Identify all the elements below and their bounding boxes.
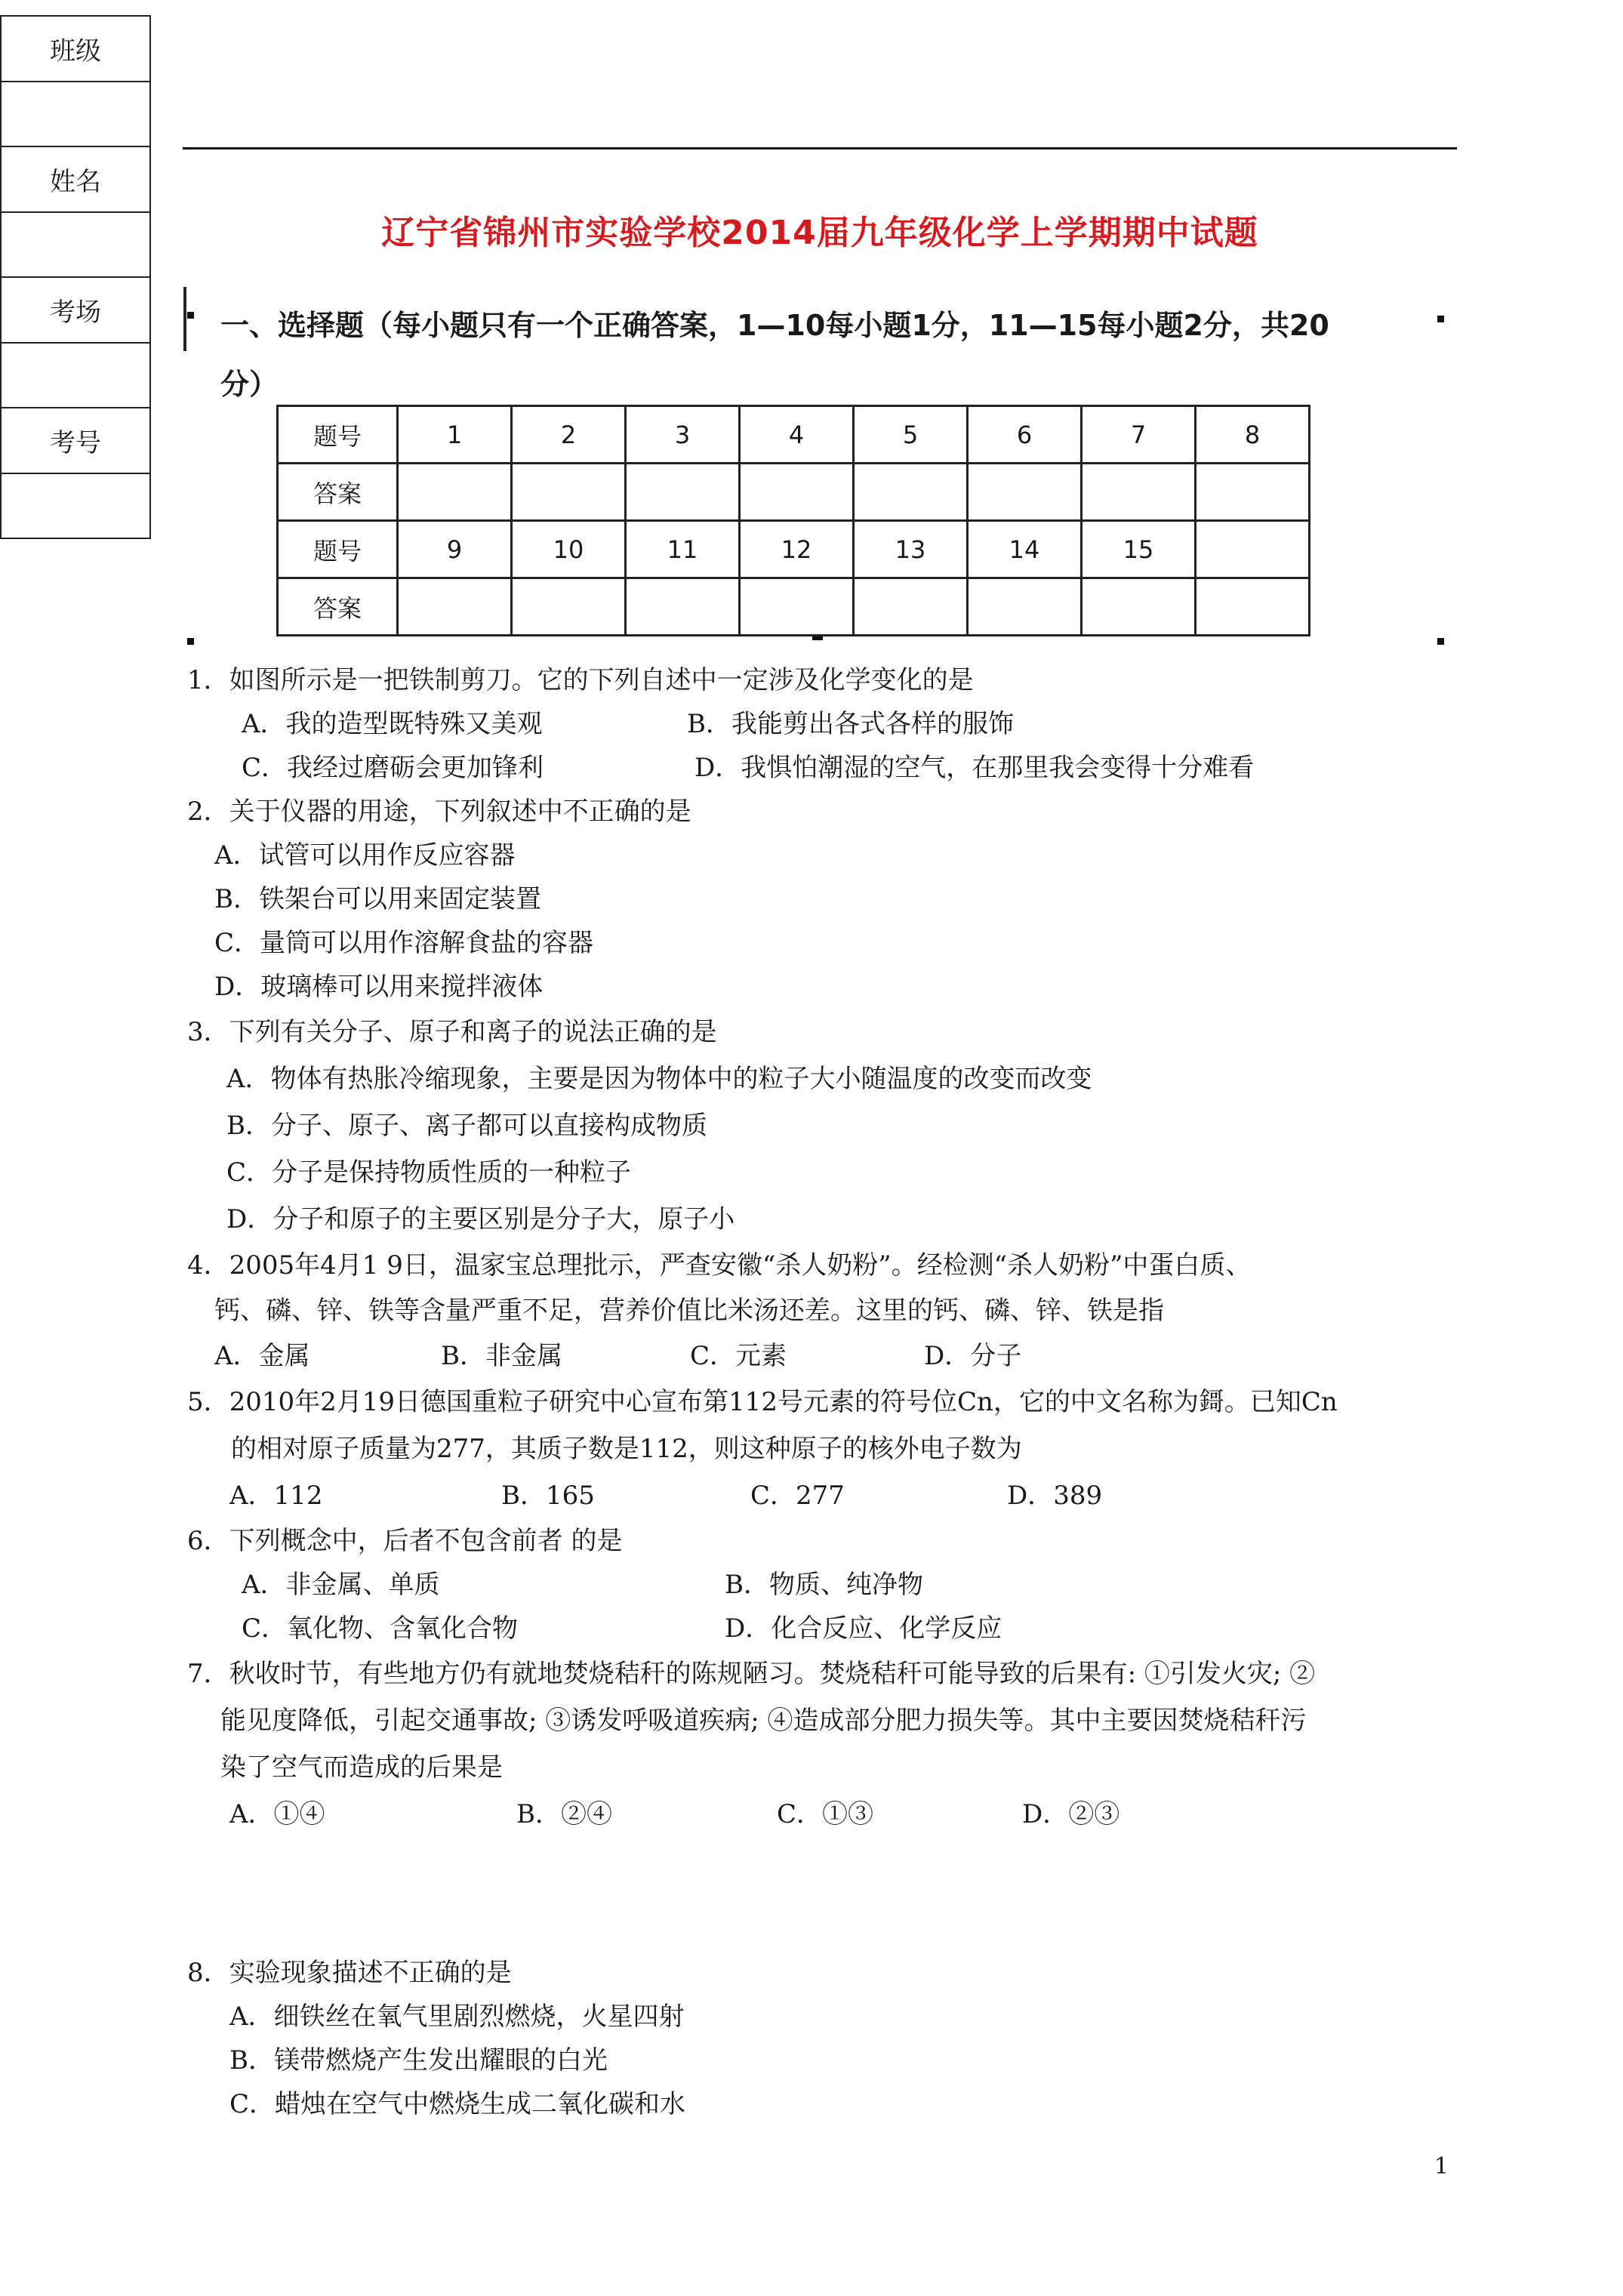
answer-cell[interactable] (740, 464, 854, 521)
corner-mark (187, 638, 194, 645)
option-b: B．铁架台可以用来固定装置 (214, 884, 541, 914)
option-d: D．化合反应、化学反应 (725, 1613, 1002, 1644)
student-info-box (0, 15, 151, 539)
question-stem: 3．下列有关分子、原子和离子的说法正确的是 (187, 1017, 717, 1047)
question-4 (187, 1243, 1471, 1379)
option-a: A．非金属、单质 (242, 1570, 440, 1600)
page-number: 1 (1434, 2153, 1449, 2180)
corner-mark (1437, 316, 1444, 322)
option-c: C．我经过磨砺会更加锋利 (242, 753, 544, 783)
option-b: B．镁带燃烧产生发出耀眼的白光 (229, 2045, 608, 2076)
question-stem: 2．关于仪器的用途，下列叙述中不正确的是 (187, 797, 691, 827)
question-stem-cont: 能见度降低，引起交通事故; ③诱发呼吸道疾病; ④造成部分肥力损失等。其中主要因焚烧秸秆污 (220, 1706, 1307, 1736)
question-number: 11 (626, 521, 740, 578)
option-b: B．我能剪出各式各样的服饰 (687, 709, 1014, 739)
option-a: A．112 (229, 1481, 323, 1511)
questions (187, 658, 1471, 2126)
option-c: C．蜡烛在空气中燃烧生成二氧化碳和水 (229, 2089, 686, 2119)
header-rule (183, 147, 1457, 149)
question-stem-cont: 染了空气而造成的后果是 (220, 1752, 503, 1783)
section-bar (183, 287, 186, 351)
option-b: B．非金属 (441, 1341, 562, 1371)
option-c: C．277 (750, 1481, 845, 1511)
option-c: C．①③ (777, 1799, 874, 1829)
option-b: B．分子、原子、离子都可以直接构成物质 (226, 1111, 707, 1141)
option-a: A．物体有热胀冷缩现象，主要是因为物体中的粒子大小随温度的改变而改变 (226, 1064, 1092, 1094)
question-number: 7 (1082, 406, 1196, 464)
question-number: 3 (626, 406, 740, 464)
option-c: C．氧化物、含氧化合物 (242, 1613, 519, 1644)
question-5 (187, 1379, 1471, 1519)
option-a: A．金属 (214, 1341, 310, 1371)
answer-cell[interactable] (1082, 578, 1196, 636)
question-number-label: 题号 (278, 521, 398, 578)
question-number: 12 (740, 521, 854, 578)
center-mark (812, 636, 823, 640)
answer-cell[interactable] (1082, 464, 1196, 521)
answer-cell[interactable] (854, 464, 968, 521)
question-number: 6 (968, 406, 1082, 464)
corner-mark (187, 312, 194, 319)
option-a: A．试管可以用作反应容器 (214, 840, 516, 871)
answer-cell[interactable] (398, 578, 512, 636)
option-d: D．分子和原子的主要区别是分子大，原子小 (226, 1204, 735, 1234)
option-b: B．物质、纯净物 (725, 1570, 923, 1600)
answer-cell[interactable] (968, 578, 1082, 636)
room-field[interactable] (1, 343, 150, 408)
option-d: D．分子 (924, 1341, 1022, 1371)
option-d: D．389 (1007, 1481, 1103, 1511)
option-a: A．我的造型既特殊又美观 (242, 709, 543, 739)
option-d: D．②③ (1022, 1799, 1120, 1829)
name-label: 姓名 (1, 146, 150, 212)
answer-cell[interactable] (626, 578, 740, 636)
answer-cell[interactable] (512, 464, 626, 521)
answer-cell[interactable] (626, 464, 740, 521)
answer-cell[interactable] (740, 578, 854, 636)
option-c: C．分子是保持物质性质的一种粒子 (226, 1157, 632, 1188)
question-number: 15 (1082, 521, 1196, 578)
name-field[interactable] (1, 212, 150, 277)
section-heading-line2: 分） (220, 368, 279, 401)
question-number: 4 (740, 406, 854, 464)
answer-cell[interactable] (512, 578, 626, 636)
question-number: 5 (854, 406, 968, 464)
question-1 (187, 658, 1471, 790)
question-number: 14 (968, 521, 1082, 578)
answer-cell[interactable] (1196, 464, 1310, 521)
question-stem: 5．2010年2月19日德国重粒子研究中心宣布第112号元素的符号位Cn，它的中文名称为鎶。已知Cn (187, 1387, 1338, 1417)
option-a: A．细铁丝在氧气里剧烈燃烧，火星四射 (229, 2002, 685, 2032)
number-label: 考号 (1, 408, 150, 473)
option-b: B．②④ (516, 1799, 612, 1829)
question-number: 2 (512, 406, 626, 464)
answer-label: 答案 (278, 578, 398, 636)
question-number-label: 题号 (278, 406, 398, 464)
question-number: 13 (854, 521, 968, 578)
page-title: 辽宁省锦州市实验学校2014届九年级化学上学期期中试题 (381, 214, 1258, 252)
section-heading (220, 296, 1406, 414)
question-number: 9 (398, 521, 512, 578)
question-stem: 6．下列概念中，后者不包含前者 的是 (187, 1526, 623, 1556)
room-label: 考场 (1, 277, 150, 343)
answer-cell[interactable] (854, 578, 968, 636)
option-d: D．玻璃棒可以用来搅拌液体 (214, 972, 544, 1002)
question-number: 1 (398, 406, 512, 464)
answer-cell[interactable] (1196, 578, 1310, 636)
section-heading-line1: 一、选择题（每小题只有一个正确答案，1—10每小题1分，11—15每小题2分，共20 (220, 309, 1329, 342)
question-number: 10 (512, 521, 626, 578)
option-c: C．元素 (690, 1341, 787, 1371)
number-field[interactable] (1, 473, 150, 538)
option-d: D．我惧怕潮湿的空气，在那里我会变得十分难看 (694, 753, 1255, 783)
class-label: 班级 (1, 16, 150, 82)
question-number: 8 (1196, 406, 1310, 464)
question-6 (187, 1519, 1471, 1650)
question-8 (187, 1951, 1471, 2126)
option-b: B．165 (501, 1481, 595, 1511)
question-number (1196, 521, 1310, 578)
option-c: C．量筒可以用作溶解食盐的容器 (214, 928, 594, 958)
corner-mark (1437, 638, 1444, 645)
answer-cell[interactable] (968, 464, 1082, 521)
answer-cell[interactable] (398, 464, 512, 521)
class-field[interactable] (1, 82, 150, 146)
question-stem: 4．2005年4月1 9日，温家宝总理批示，严查安徽“杀人奶粉”。经检测“杀人奶粉”中蛋白质、 (187, 1250, 1252, 1281)
answer-grid (276, 405, 1310, 636)
answer-label: 答案 (278, 464, 398, 521)
question-2 (187, 790, 1471, 1009)
question-3 (187, 1009, 1471, 1243)
question-stem: 7．秋收时节，有些地方仍有就地焚烧秸秆的陈规陋习。焚烧秸秆可能导致的后果有: ①引发火灾; ② (187, 1659, 1316, 1689)
question-stem: 1．如图所示是一把铁制剪刀。它的下列自述中一定涉及化学变化的是 (187, 665, 974, 695)
option-a: A．①④ (229, 1799, 325, 1829)
question-7 (187, 1650, 1471, 1838)
question-stem-cont: 的相对原子质量为277，其质子数是112，则这种原子的核外电子数为 (231, 1434, 1022, 1464)
question-stem-cont: 钙、磷、锌、铁等含量严重不足，营养价值比米汤还差。这里的钙、磷、锌、铁是指 (214, 1296, 1164, 1326)
question-stem: 8．实验现象描述不正确的是 (187, 1958, 512, 1988)
